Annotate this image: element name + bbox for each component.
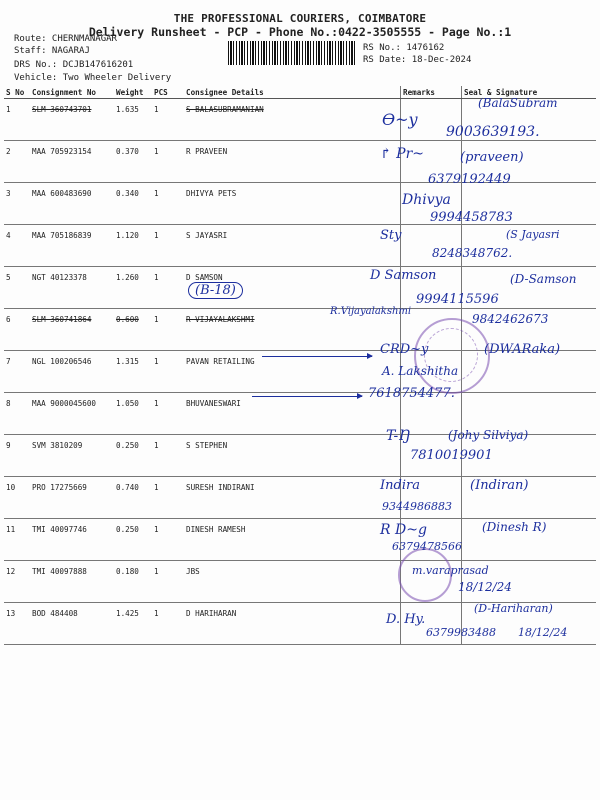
row-sno: 13: [4, 603, 30, 645]
row-consignee: R PRAVEEN: [184, 141, 401, 183]
staff-label: Staff: NAGARAJ: [14, 46, 90, 56]
signature-scribble: R D~g: [380, 522, 427, 538]
hw-r12-sign: m.varaprasad: [412, 564, 489, 577]
row-pcs: 1: [152, 435, 184, 477]
hw-r4-name: (S Jayasri: [506, 228, 560, 241]
row-weight: 1.050: [114, 393, 152, 435]
row-pcs: 1: [152, 393, 184, 435]
hw-r11-name: (Dinesh R): [482, 520, 547, 534]
hw-r2-name: (praveen): [460, 150, 524, 165]
row-consignee: DHIVYA PETS: [184, 183, 401, 225]
row-consignee: BHUVANESWARI: [184, 393, 401, 435]
row-sno: 5: [4, 267, 30, 309]
row-consignment: TMI 40097888: [30, 561, 114, 603]
row-consignee: S BALASUBRAMANIAN: [184, 99, 401, 141]
row-pcs: 1: [152, 99, 184, 141]
row-consignee: SURESH INDIRANI: [184, 477, 401, 519]
hw-r6-phone: 9842462673: [472, 312, 549, 326]
row-pcs: 1: [152, 477, 184, 519]
signature-scribble: Sty: [380, 228, 402, 243]
col-consignee: Consignee Details: [184, 86, 401, 99]
row-consignment: NGL 100206546: [30, 351, 114, 393]
signature-scribble: D. Hy.: [386, 612, 426, 627]
hw-r10-phone: 9344986883: [382, 500, 452, 513]
signature-scribble: CRD~y: [380, 342, 429, 357]
row-sno: 1: [4, 99, 30, 141]
hw-r10-name: (Indiran): [470, 478, 529, 493]
signature-scribble: Ө~y: [382, 110, 418, 129]
row-consignee: DINESH RAMESH: [184, 519, 401, 561]
runsheet-table: [4, 86, 596, 645]
row-weight: 0.370: [114, 141, 152, 183]
rs-date: RS Date: 18-Dec-2024: [363, 55, 472, 65]
row-consignment: NGT 40123378: [30, 267, 114, 309]
row-consignment: MAA 9000045600: [30, 393, 114, 435]
row-pcs: 1: [152, 561, 184, 603]
barcode: [228, 41, 356, 65]
hw-r11-phone: 6379478566: [392, 540, 462, 553]
row-consignment: BOD 484408: [30, 603, 114, 645]
hw-r12-date: 18/12/24: [458, 580, 512, 594]
row-consignment: SVM 3810209: [30, 435, 114, 477]
row-consignee: R VIJAYALAKSHMI: [184, 309, 401, 351]
col-sno: S No: [4, 86, 30, 99]
row-weight: 0.340: [114, 183, 152, 225]
hw-r13-name: (D-Hariharan): [474, 602, 553, 615]
sheet-title: Delivery Runsheet - PCP - Phone No.:0422-3505555 - Page No.:1: [88, 25, 512, 39]
row-consignment: TMI 40097746: [30, 519, 114, 561]
row-consignment: MAA 705186839: [30, 225, 114, 267]
row-sno: 10: [4, 477, 30, 519]
hw-r13-phone: 6379983488: [426, 626, 496, 639]
row-weight: 0.180: [114, 561, 152, 603]
row-sno: 9: [4, 435, 30, 477]
row-consignee: PAVAN RETAILING: [184, 351, 401, 393]
hw-r3-phone: 6379192449: [428, 172, 511, 187]
hw-r4-phone2: 8248348762.: [432, 246, 513, 260]
rs-number: RS No.: 1476162: [363, 43, 445, 53]
row-consignment: MAA 600483690: [30, 183, 114, 225]
row-sno: 3: [4, 183, 30, 225]
route-label: Route: CHERNMANAGAR: [14, 34, 117, 44]
row-weight: 1.120: [114, 225, 152, 267]
row-pcs: 1: [152, 351, 184, 393]
row-sno: 12: [4, 561, 30, 603]
company-title: THE PROFESSIONAL COURIERS, COIMBATORE: [173, 12, 427, 25]
signature-scribble: T-Ŋ: [386, 428, 411, 444]
hw-r5-phone: 9994115596: [416, 292, 499, 307]
hw-r1-name: (BalaSubram: [478, 96, 558, 110]
col-signature: Seal & Signature: [462, 86, 597, 99]
hw-r9-phone: 7810019901: [410, 448, 493, 463]
hw-r9-name: (Johy Silviya): [448, 428, 529, 442]
hw-r8-phone: 7618754477.: [368, 386, 455, 401]
row-weight: 1.635: [114, 99, 152, 141]
drs-number: DRS No.: DCJB147616201: [14, 60, 134, 70]
signature-scribble: ↱ Pr~: [380, 146, 425, 162]
row-sno: 2: [4, 141, 30, 183]
hw-r1-phone: 9003639193.: [446, 124, 540, 140]
row-consignee: D SAMSON: [184, 267, 401, 309]
col-weight: Weight: [114, 86, 152, 99]
row-consignee: S JAYASRI: [184, 225, 401, 267]
col-pcs: PCS: [152, 86, 184, 99]
row-sno: 8: [4, 393, 30, 435]
hw-r13-date: 18/12/24: [518, 626, 568, 639]
row-weight: 0.600: [114, 309, 152, 351]
row-sno: 7: [4, 351, 30, 393]
row-pcs: 1: [152, 267, 184, 309]
row-consignment: PRO 17275669: [30, 477, 114, 519]
hw-r3-sign: Dhivya: [402, 192, 451, 208]
row-consignment: MAA 705923154: [30, 141, 114, 183]
row-weight: 0.250: [114, 519, 152, 561]
row-weight: 0.250: [114, 435, 152, 477]
hw-r5-note: (B-18): [188, 282, 243, 299]
hw-r7-name: (DWARaka): [484, 342, 561, 357]
hw-r10-sign: Indira: [380, 478, 420, 493]
arrow-icon: [252, 396, 362, 397]
row-sno: 4: [4, 225, 30, 267]
row-pcs: 1: [152, 603, 184, 645]
table-row: [4, 267, 596, 309]
hw-r5-name: (D-Samson: [510, 272, 577, 286]
row-weight: 1.425: [114, 603, 152, 645]
row-weight: 1.260: [114, 267, 152, 309]
row-pcs: 1: [152, 183, 184, 225]
row-consignee: D HARIHARAN: [184, 603, 401, 645]
col-remarks: Remarks: [401, 86, 462, 99]
col-consignment: Consignment No: [30, 86, 114, 99]
row-pcs: 1: [152, 141, 184, 183]
arrow-icon: [262, 356, 372, 357]
row-pcs: 1: [152, 519, 184, 561]
row-consignment: SLM 360743701: [30, 99, 114, 141]
row-weight: 0.740: [114, 477, 152, 519]
row-pcs: 1: [152, 225, 184, 267]
row-weight: 1.315: [114, 351, 152, 393]
row-pcs: 1: [152, 309, 184, 351]
hw-r8-sign: A. Lakshitha: [382, 364, 459, 378]
row-consignment: SLM 360741864: [30, 309, 114, 351]
row-sno: 11: [4, 519, 30, 561]
hw-r4-phone: 9994458783: [430, 210, 513, 225]
row-sno: 6: [4, 309, 30, 351]
hw-r5-sign: D Samson: [370, 268, 437, 283]
vehicle-label: Vehicle: Two Wheeler Delivery: [14, 73, 172, 83]
row-consignee: S STEPHEN: [184, 435, 401, 477]
row-consignee: JBS: [184, 561, 401, 603]
hw-r6-remark: R.Vijayalakshmi: [330, 306, 412, 317]
